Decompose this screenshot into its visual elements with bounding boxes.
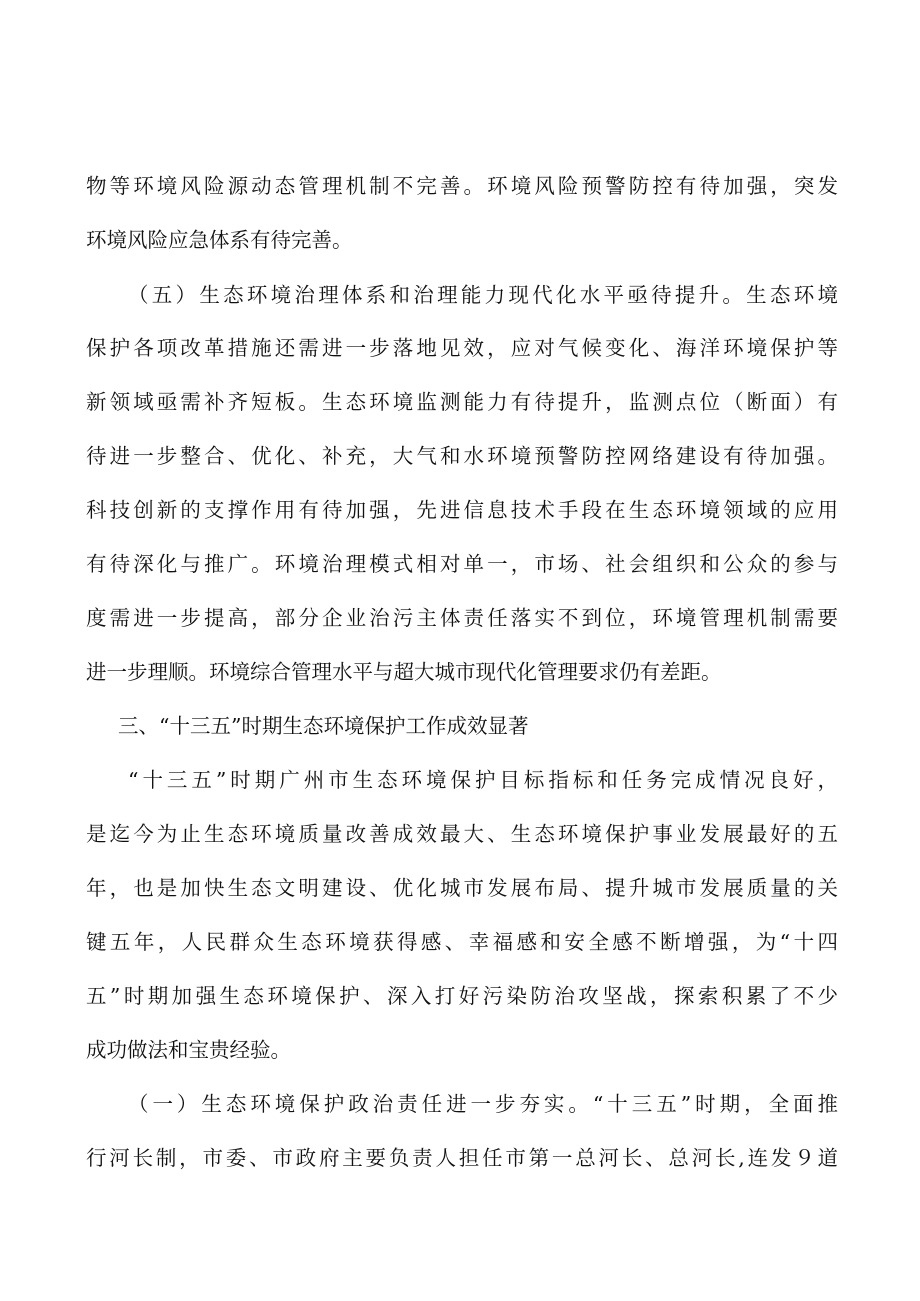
paragraph-line: 物等环境风险源动态管理机制不完善。环境风险预警防控有待加强，突发 <box>86 174 838 198</box>
paragraph-line: 是迄今为止生态环境质量改善成效最大、生态环境保护事业发展最好的五 <box>86 822 838 846</box>
paragraph-line: （五）生态环境治理体系和治理能力现代化水平亟待提升。生态环境 <box>128 283 838 307</box>
paragraph-line: 新领域亟需补齐短板。生态环境监测能力有待提升，监测点位（断面）有 <box>86 390 838 414</box>
paragraph-line: 年，也是加快生态文明建设、优化城市发展布局、提升城市发展质量的关 <box>86 876 838 900</box>
paragraph-line: 五”时期加强生态环境保护、深入打好污染防治攻坚战，探索积累了不少 <box>86 984 838 1008</box>
paragraph-line: 待进一步整合、优化、补充，大气和水环境预警防控网络建设有待加强。 <box>86 444 838 468</box>
paragraph-line: 保护各项改革措施还需进一步落地见效，应对气候变化、海洋环境保护等 <box>86 336 838 360</box>
paragraph-line: 进一步理顺。环境综合管理水平与超大城市现代化管理要求仍有差距。 <box>86 660 722 684</box>
paragraph-line: 度需进一步提高，部分企业治污主体责任落实不到位，环境管理机制需要 <box>86 606 838 630</box>
section-heading: 三、“十三五”时期生态环境保护工作成效显著 <box>118 714 529 738</box>
paragraph-line: 键五年，人民群众生态环境获得感、幸福感和安全感不断增强，为“十四 <box>86 930 838 954</box>
paragraph-line: 成功做法和宝贵经验。 <box>86 1038 291 1062</box>
paragraph-line: 环境风险应急体系有待完善。 <box>86 228 353 252</box>
paragraph-line: 行河长制，市委、市政府主要负责人担任市第一总河长、总河长,连发９道 <box>86 1146 838 1170</box>
paragraph-line: 科技创新的支撑作用有待加强，先进信息技术手段在生态环境领域的应用 <box>86 498 838 522</box>
paragraph-line: “十三五”时期广州市生态环境保护目标指标和任务完成情况良好， <box>128 768 838 792</box>
paragraph-line: （一）生态环境保护政治责任进一步夯实。“十三五”时期，全面推 <box>128 1092 838 1116</box>
paragraph-line: 有待深化与推广。环境治理模式相对单一，市场、社会组织和公众的参与 <box>86 552 838 576</box>
